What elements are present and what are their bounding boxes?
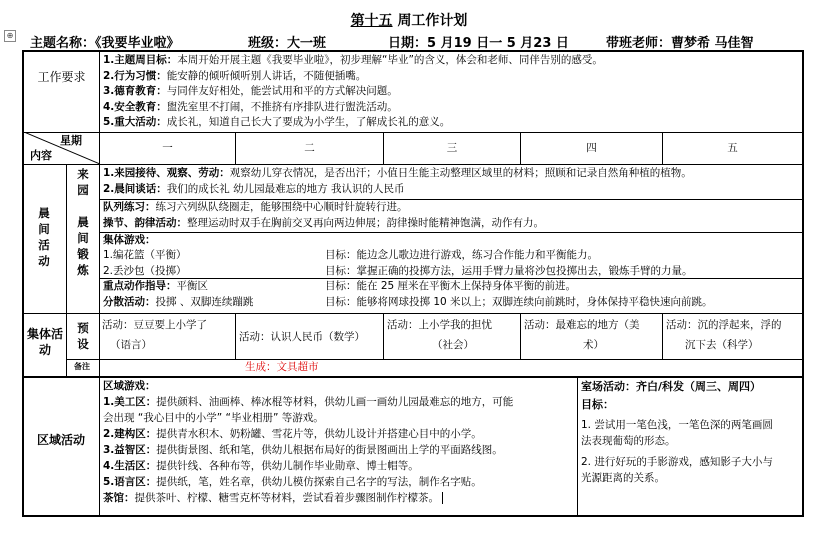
- class-name: 班级：大一班: [248, 36, 327, 51]
- group-activity-mon-subject: （语言）: [110, 339, 152, 351]
- focus-guidance: 重点动作指导：平衡区: [103, 280, 208, 292]
- drill-1: 队列练习：练习六列纵队绕圈走，能够围绕中心顺时针旋转行进。: [103, 201, 408, 213]
- label-morning-activity: 晨 间 活 动: [38, 206, 50, 268]
- requirement-5: 5.重大活动：成长礼，知道自己长大了要成为小学生，了解成长礼的意义。: [103, 116, 451, 128]
- group-activity-mon: 活动：豆豆要上小学了: [102, 319, 207, 331]
- group-activity-fri: 活动：沉的浮起来，浮的: [666, 319, 782, 331]
- group-activity-fri-subject: 沉下去（科学）: [685, 339, 759, 351]
- split-goal: 目标：能够将网球投掷 10 米以上；双脚连续向前跳时，身体保持平稳快速向前跳。: [325, 296, 713, 308]
- room-goal-line-2: 法表现葡萄的形态。: [581, 435, 676, 447]
- label-group-activity: 集体活动: [26, 327, 63, 357]
- area-1: 1.美工区：提供颜料、油画棒、棒冰棍等材料，供幼儿画一画幼儿园最难忘的地方，可能: [103, 396, 514, 408]
- split-activity: 分散活动：投掷 、双脚连续蹦跳: [103, 296, 254, 308]
- arrival-1: 1.来园接待、观察、劳动：观察幼儿穿衣情况，是否出汗；小值日生能主动整理区域里的材料；照顾和记录自然角种植的植物。: [103, 167, 692, 179]
- teachers: 带班老师：曹梦希 马佳智: [606, 36, 754, 51]
- remark-text: 生成：文具超市: [245, 361, 319, 373]
- requirement-3: 3.德育教育：与同伴友好相处，能尝试用和平的方式解决问题。: [103, 85, 398, 97]
- day-mon: 一: [162, 142, 173, 154]
- room-goal-line-4: 光源距离的关系。: [581, 472, 665, 484]
- area-5: 5.语言区：提供纸，笔，姓名章，供幼儿模仿探索自己名字的写法，制作名字贴。: [103, 476, 482, 488]
- game-1-goal: 目标：能边念儿歌边进行游戏，练习合作能力和平衡能力。: [325, 249, 598, 261]
- room-activity-goal: 目标：: [581, 398, 614, 411]
- requirement-4: 4.安全教育：盥洗室里不打闹，不推挤有序排队进行盥洗活动。: [103, 100, 398, 113]
- area-3: 3.益智区：提供街景图、纸和笔，供幼儿根据布局好的街景图画出上学的平面路线图。: [103, 444, 503, 456]
- title-suffix: 周工作计划: [397, 13, 468, 29]
- group-activity-tue: 活动：认识人民币（数学）: [239, 331, 365, 343]
- label-preset: 预 设: [77, 321, 89, 351]
- label-morning-exercise: 晨 间 锻 炼: [77, 215, 89, 277]
- label-work-requirements: 工作要求: [37, 70, 86, 84]
- requirement-2: 2.行为习惯：能安静的倾听倾听别人讲话，不随便插嘴。: [103, 69, 367, 82]
- area-6: 茶馆：提供茶叶、柠檬、糖雪克杯等材料，尝试看着步骤图制作柠檬茶。: [103, 491, 443, 507]
- table-move-handle-icon[interactable]: ⊕: [4, 30, 16, 42]
- week-number: 第十五: [350, 13, 393, 29]
- area-2: 2.建构区：提供青水积木、奶粉罐、雪花片等，供幼儿设计并搭建心目中的小学。: [103, 428, 482, 440]
- group-activity-thu: 活动：最难忘的地方（美: [524, 319, 640, 331]
- requirement-1: 1.主题周目标：本周开始开展主题《我要毕业啦》，初步理解“毕业”的含义，体会和老师、同伴告别的感受。: [103, 54, 603, 66]
- group-activity-thu-subject: 术）: [583, 339, 604, 351]
- page-title: [0, 10, 818, 30]
- collective-game-title: 集体游戏：: [103, 234, 156, 246]
- game-2-goal: 目标：掌握正确的投掷方法，运用手臂力量将沙包投掷出去，锻炼手臂的力量。: [325, 264, 693, 277]
- game-2-name: 2.丢沙包（投掷）: [103, 264, 187, 277]
- label-area-activity: 区域活动: [36, 433, 85, 447]
- arrival-2: 2.晨间谈话：我们的成长礼 幼儿园最难忘的地方 我认识的人民币: [103, 183, 405, 195]
- day-wed: 三: [446, 142, 458, 154]
- day-tue: 二: [304, 142, 315, 154]
- date-range: 日期：5 月19 日一 5 月23 日: [388, 36, 569, 51]
- area-1-cont: 会出现 “我心目中的小学” “毕业相册” 等游戏。: [103, 412, 324, 424]
- area-game-title: 区域游戏：: [103, 380, 156, 392]
- focus-goal: 目标：能在 25 厘米在平衡木上保持身体平衡的前进。: [325, 280, 577, 292]
- room-activity-title: 室场活动：齐白/科发（周三、周四）: [581, 380, 762, 393]
- room-goal-line-3: 2. 进行好玩的手影游戏，感知影子大小与: [581, 456, 773, 468]
- label-weekday: 星期: [60, 134, 82, 147]
- day-fri: 五: [727, 142, 738, 154]
- theme-name: 主题名称：《我要毕业啦》: [30, 36, 180, 51]
- room-goal-line-1: 1. 尝试用一笔色浅，一笔色深的两笔画圆: [581, 419, 773, 431]
- area-4: 4.生活区：提供针线、各种布等，供幼儿制作毕业勋章、博士帽等。: [103, 460, 419, 472]
- game-1-name: 1.编花篮（平衡）: [103, 249, 187, 261]
- label-remark: 备注: [74, 362, 90, 371]
- group-activity-wed: 活动：上小学我的担忧: [387, 319, 492, 331]
- group-activity-wed-subject: （社会）: [432, 339, 474, 351]
- drill-2: 操节、韵律活动：整理运动时双手在胸前交叉再向两边伸展；韵律操时能精神饱满，动作有力。: [103, 216, 544, 229]
- text-cursor: [442, 492, 443, 504]
- label-arrival: 来 园: [77, 167, 89, 197]
- label-content: 内容: [30, 149, 52, 162]
- day-thu: 四: [586, 142, 597, 154]
